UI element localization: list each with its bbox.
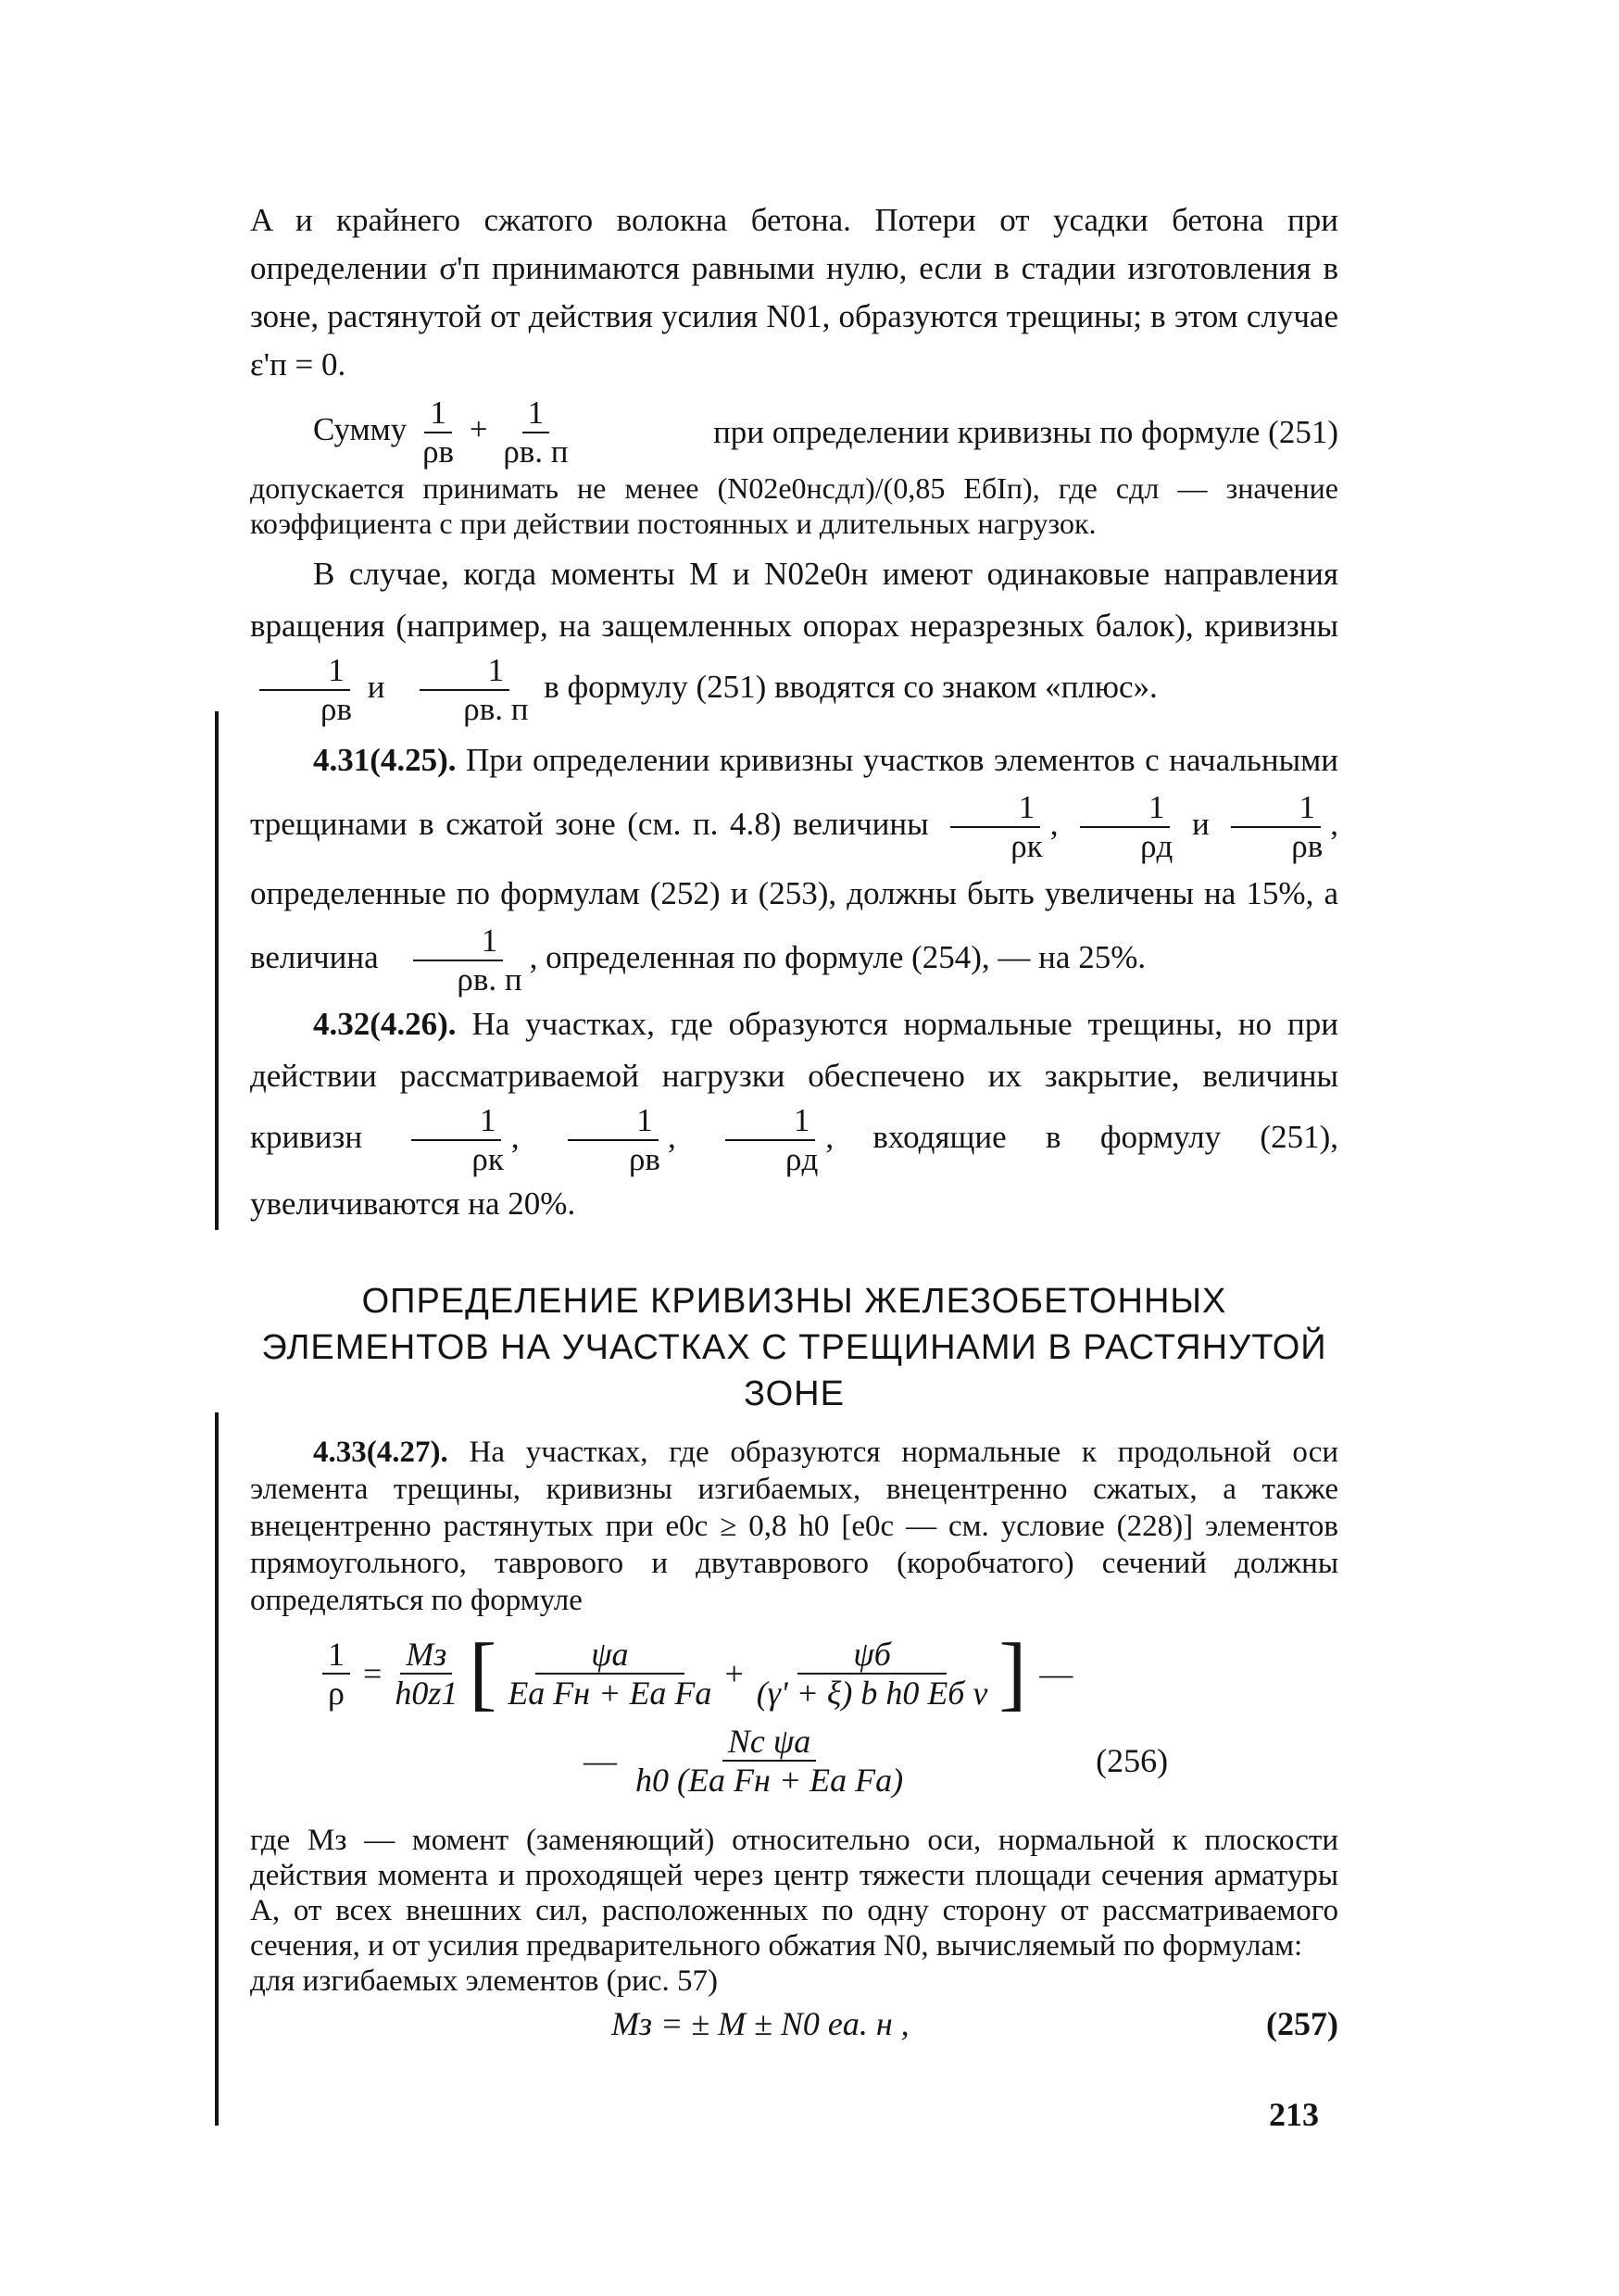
paragraph-8: для изгибаемых элементов (рис. 57): [250, 1964, 718, 1998]
fraction: 1 ρв: [566, 1102, 660, 1178]
fraction: 1 ρв. п: [400, 652, 528, 728]
fraction: Mз h0z1: [395, 1636, 458, 1712]
paragraph-1: A и крайнего сжатого волокна бетона. Потери от усадки бетона при определении σ'п принимаются равными нулю, если в стадии изготовления в зоне, растянутой от действия усилия N01, образуются трещины; в этом случае ε'п = 0.: [250, 202, 1338, 383]
fraction: 1 ρв. п: [503, 395, 569, 470]
fraction: ψб (γ' + ξ) b h0 Eб ν: [756, 1636, 988, 1712]
fraction: 1 ρк: [408, 1102, 503, 1178]
paragraph-6: 4.33(4.27). На участках, где образуются нормальные к продольной оси элемента трещины, кривизны изгибаемых, внецентренно сжатых, а также внецентренно растянутых при e0c ≥ 0,8 h0 [e0c — см. условие (228)] элементов прямоугольного, таврового и двутаврового (коробчатого) сечений должны определяться по формуле: [250, 1436, 1338, 1617]
fraction: $\frac{1}{\rho}$: [322, 1636, 350, 1712]
plus-sign: +: [469, 411, 488, 448]
fraction: 1 ρд: [1077, 789, 1173, 865]
paragraph-4: 4.31(4.25). При определении кривизны участков элементов с начальными трещинами в сжатой зоне (см. п. 4.8) величины 1 ρк , 1 ρд и 1 ρв , определенные по формулам (252) и (253), должны быть увеличены на 15%, а величина 1 ρв. п , определенная по формуле (254), — на 25%.: [250, 742, 1339, 997]
equation-257-body: Mз = ± M ± N0 eа. н ,: [611, 2005, 910, 2042]
paragraph-3: В случае, когда моменты M и N02e0н имеют одинаковые направления вращения (например, на защемленных опорах неразрезных балок), кривизны 1 ρв и 1 ρв. п в формулу (251) вводятся со знаком «плюс».: [250, 556, 1338, 727]
margin-bar: [215, 711, 219, 1230]
fraction: 1 ρв. п: [394, 922, 521, 998]
paragraph-7: где Mз — момент (заменяющий) относительно оси, нормальной к плоскости действия момента и проходящей через центр тяжести площади сечения арматуры A, от всех внешних сил, расположенных по одну сторону от рассматриваемого сечения, и от усилия предварительного обжатия N0, вычисляемый по формулам:: [250, 1824, 1338, 1963]
fraction: 1 ρд: [722, 1102, 818, 1178]
equation-257: [250, 2004, 1338, 2043]
equation-257-label: (257): [1266, 2005, 1338, 2042]
paragraph-2-rest: допускается принимать не менее (N02e0нcдл)/(0,85 EбIп), где cдл — значение коэффициента c при действии постоянных и длительных нагрузок.: [250, 471, 1338, 540]
fraction: 1 ρв: [257, 652, 352, 728]
fraction: 1 ρв: [422, 395, 455, 470]
paragraph-2-start: Сумму: [313, 411, 408, 448]
paragraph-5: 4.32(4.26). На участках, где образуются нормальные трещины, но при действии рассматриваемой нагрузки обеспечено их закрытие, величины кривизн 1 ρк , 1 ρв , 1 ρд , входящие в формулу (251), увеличиваются на 20%.: [250, 1006, 1338, 1222]
margin-bar: [215, 1412, 219, 2126]
section-heading: ОПРЕДЕЛЕНИЕ КРИВИЗНЫ ЖЕЛЕЗОБЕТОННЫХ ЭЛЕМЕНТОВ НА УЧАСТКАХ С ТРЕЩИНАМИ В РАСТЯНУТОЙ ЗОНЕ: [261, 1282, 1327, 1413]
text-block-top: [250, 196, 1338, 1230]
equation-256: $\frac{1}{\rho}$ = Mз h0z1 [ ψа Eа Fн + Eа Fа + ψб (γ' + ξ) b h0 Eб ν ] — — Nс ψа h0 (Eа Fн + Eа Fа) (256): [250, 1632, 1338, 1799]
text-block-bottom: [250, 1434, 1338, 2043]
fraction: Nс ψа h0 (Eа Fн + Eа Fа): [635, 1723, 904, 1799]
paragraph-2-after: при определении кривизны по формуле (251): [713, 414, 1338, 450]
fraction: 1 ρк: [948, 789, 1042, 865]
paragraph-2-formula-line: [250, 395, 1338, 470]
page-number: 213: [1269, 2096, 1319, 2133]
equation-256-label: (256): [1096, 1742, 1169, 1779]
fraction: ψа Eа Fн + Eа Fа: [508, 1636, 712, 1712]
fraction: 1 ρв: [1228, 789, 1323, 865]
